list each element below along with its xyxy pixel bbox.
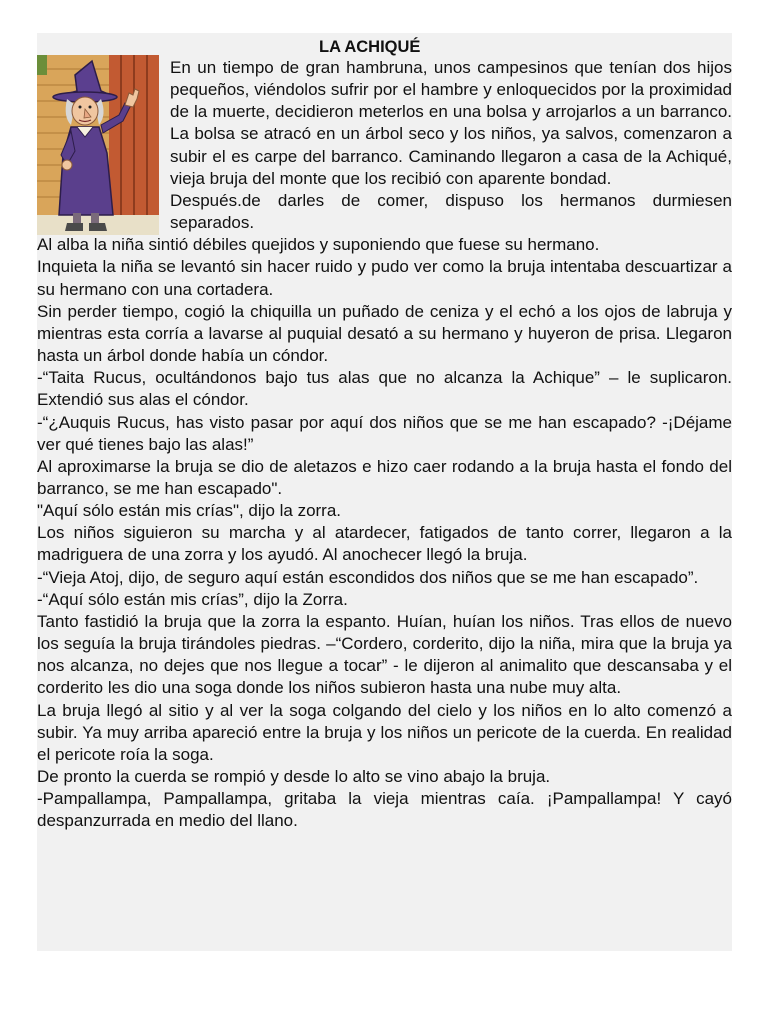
paragraph: La bruja llegó al sitio y al ver la soga colgando del cielo y los niños en lo alto comenzó a subir. Ya muy arriba apareció entre la bruja y los niños un pericote de la cuerda. En realidad el pericote roía la soga.: [37, 700, 732, 764]
story-page: [37, 33, 732, 951]
paragraph: -Pampallampa, Pampallampa, gritaba la vieja mientras caía. ¡Pampallampa! Y cayó despanzurrada en medio del llano.: [37, 789, 732, 831]
paragraph: -“Aquí sólo están mis crías”, dijo la Zorra.: [37, 589, 348, 609]
paragraph: Sin perder tiempo, cogió la chiquilla un puñado de ceniza y el echó a los ojos de labruja y mientras esta corría a lavarse al puquial desató a su hermano y huyeron de prisa. Llegaron hasta un árbol donde había un cóndor.: [37, 301, 732, 366]
paragraph: De pronto la cuerda se rompió y desde lo alto se vino abajo la bruja.: [37, 767, 551, 786]
story-title: LA ACHIQUÉ: [319, 38, 421, 56]
paragraph: Los niños siguieron su marcha y al atardecer, fatigados de tanto correr, llegaron a la madriguera de una zorra y los ayudó. Al anochecer llegó la bruja.: [37, 523, 732, 565]
paragraph: Inquieta la niña se levantó sin hacer ruido y pudo ver como la bruja intentaba descuartizar a su hermano con una cortadera.: [37, 257, 732, 299]
story-body: [37, 57, 732, 832]
paragraph: -“Taita Rucus, ocultándonos bajo tus alas que no alcanza la Achique” – le suplicaron. Extendió sus alas el cóndor.: [37, 368, 732, 410]
paragraph: Al alba la niña sintió débiles quejidos y suponiendo que fuese su hermano.: [37, 235, 600, 255]
paragraph: En un tiempo de gran hambruna, unos campesinos que tenían dos hijos pequeños, viéndolos sufrir por el hambre y enloquecidos por la proximidad de la muerte, decidieron meterlos en una bolsa y arrojarlos a un barranco. La bolsa se atracó en un árbol seco y los niños, ya salvos, comenzaron a subir el es carpe del barranco. Caminando llegaron a casa de la Achiqué, vieja bruja del monte que los recibió con aparente bondad.: [170, 58, 732, 188]
paragraph: -“Vieja Atoj, dijo, de seguro aquí están escondidos dos niños que se me han escapado”.: [37, 567, 699, 587]
paragraph: Después.de darles de comer, dispuso los hermanos durmiesen separados.: [170, 190, 732, 233]
paragraph: -“¿Auquis Rucus, has visto pasar por aquí dos niños que se me han escapado? -¡Déjame ver qué tienes bajo las alas!”: [37, 412, 732, 454]
paragraph: "Aquí sólo están mis crías", dijo la zorra.: [37, 501, 342, 521]
paragraph: Al aproximarse la bruja se dio de aletazos e hizo caer rodando a la bruja hasta el fondo del barranco, se me han escapado".: [37, 456, 732, 498]
paragraph: Tanto fastidió la bruja que la zorra la espanto. Huían, huían los niños. Tras ellos de nuevo los seguía la bruja tirándoles piedras. –“Cordero, corderito, dijo la niña, mira que la bruja ya nos alcanza, no dejes que nos llegue a tocar” - le dijeron al animalito que descansaba y el corderito les dio una soga donde los niños subieron hasta una nube muy alta.: [37, 611, 732, 698]
